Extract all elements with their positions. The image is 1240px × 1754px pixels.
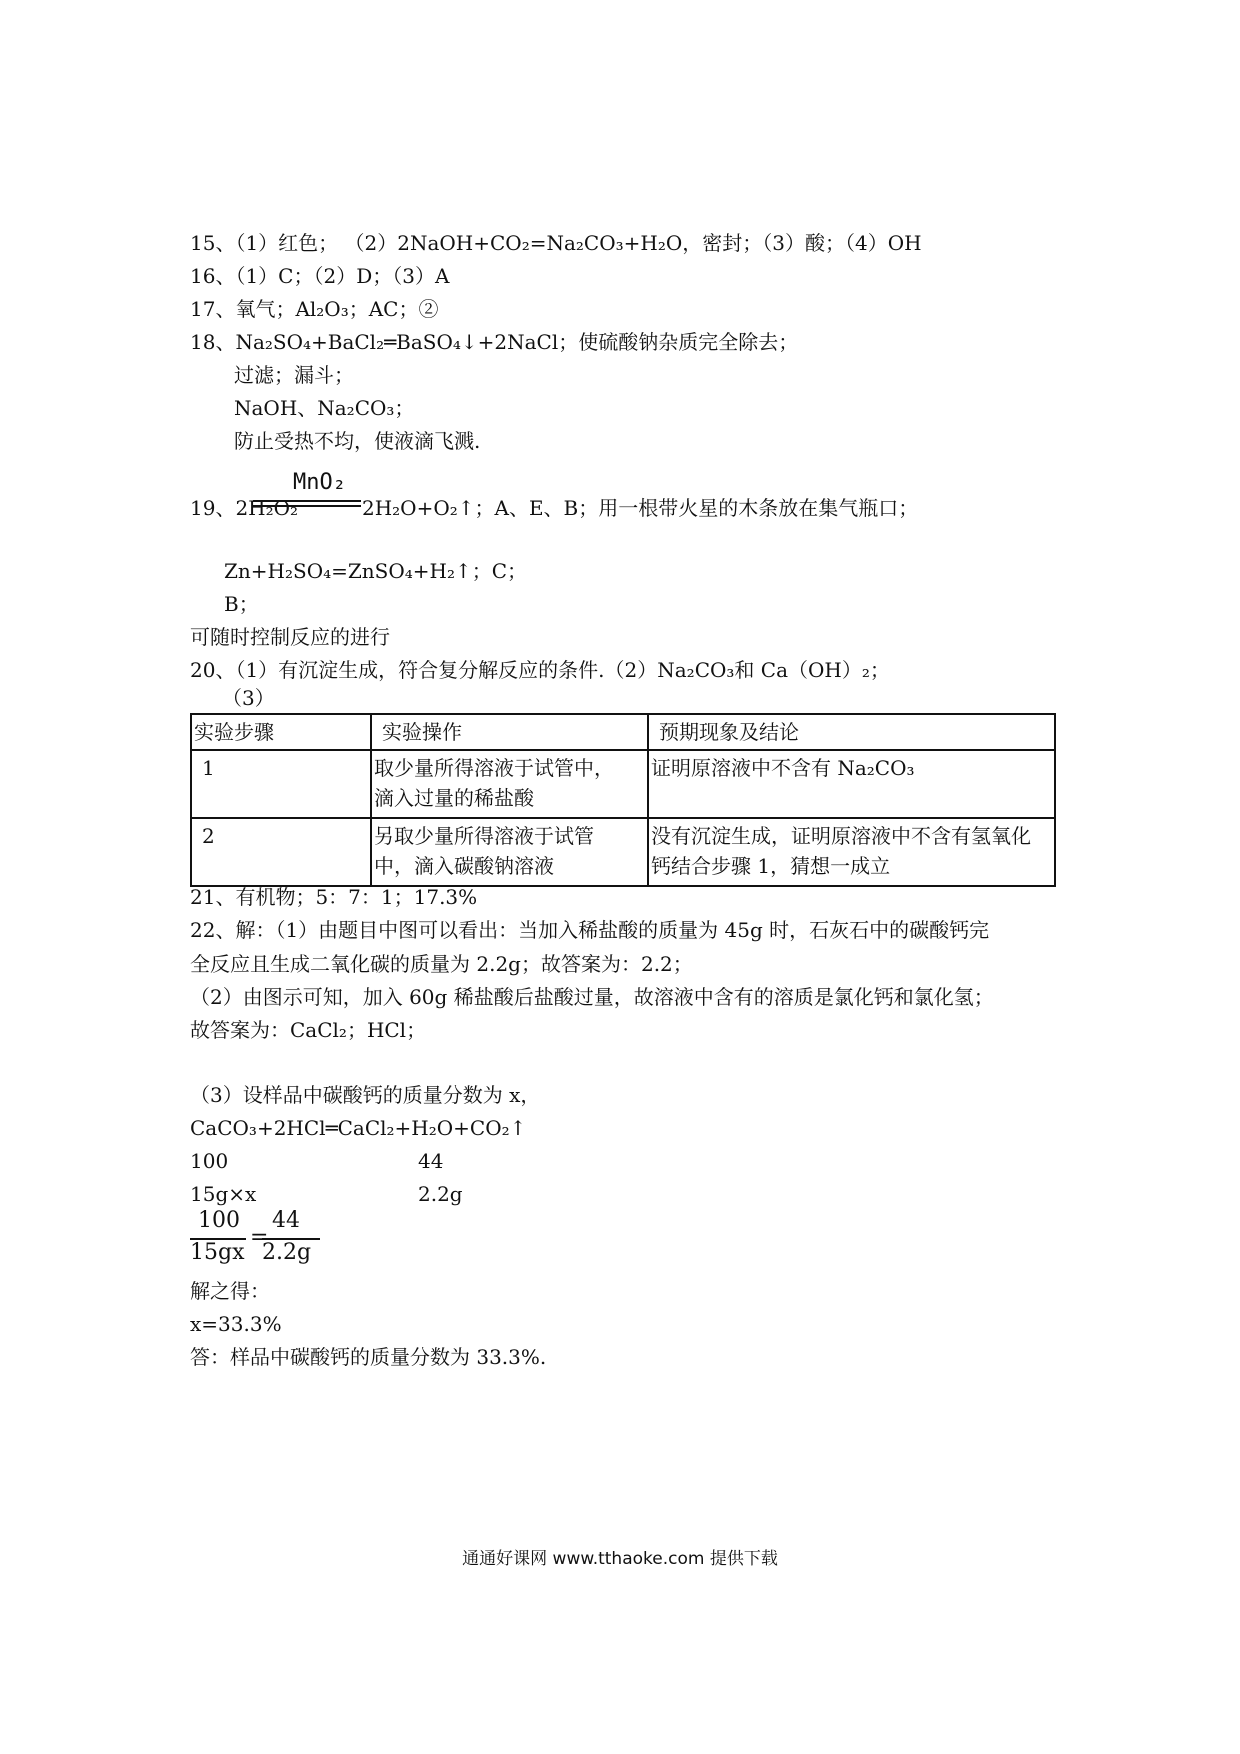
- table-row: [191, 818, 1055, 886]
- q20-line-2: （3）: [222, 686, 275, 710]
- q22-answer: 答：样品中碳酸钙的质量分数为 33.3%.: [190, 1345, 547, 1369]
- table-cell-operation: [371, 818, 648, 886]
- catalyst-label: MnO₂: [293, 470, 346, 495]
- experiment-table: [190, 713, 1056, 887]
- table-header-operation: 实验操作: [371, 714, 648, 750]
- q22-line-2: 全反应且生成二氧化碳的质量为 2.2g；故答案为：2.2；: [190, 952, 693, 976]
- fraction-1-denominator: 15gx: [190, 1240, 245, 1265]
- q19-line-1a: 19、2H₂O₂: [190, 496, 299, 520]
- reaction-condition: [253, 470, 361, 510]
- q19-line-2: Zn+H₂SO₄=ZnSO₄+H₂↑；C；: [224, 559, 528, 583]
- table-cell-result: [648, 818, 1055, 886]
- q22-mass-ratio-b: 44: [418, 1149, 444, 1173]
- result-text-1: 没有沉淀生成，证明原溶液中不含有氢氧化: [651, 824, 1031, 848]
- fraction-equals: =: [250, 1225, 269, 1250]
- table-header-result: 预期现象及结论: [648, 714, 1055, 750]
- equation-double-line-top: [253, 500, 361, 502]
- table-cell-result: [648, 750, 1055, 818]
- proportion-fraction: [190, 1208, 320, 1268]
- table-header-step: 实验步骤: [191, 714, 371, 750]
- q22-mass-ratio-a: 100: [190, 1149, 229, 1173]
- fraction-2-numerator: 44: [272, 1208, 300, 1233]
- operation-text-1: 取少量所得溶液于试管中，: [374, 756, 614, 780]
- operation-text-2: 滴入过量的稀盐酸: [374, 786, 534, 810]
- table-row: [191, 750, 1055, 818]
- q22-mass-actual-b: 2.2g: [418, 1182, 463, 1206]
- q22-line-5: （3）设样品中碳酸钙的质量分数为 x，: [190, 1083, 541, 1107]
- result-text-1: 证明原溶液中不含有 Na₂CO₃: [651, 756, 915, 780]
- footer-source: 通通好课网 www.tthaoke.com 提供下载: [462, 1549, 778, 1569]
- q19-line-4: 可随时控制反应的进行: [190, 625, 390, 649]
- q18-line-2: 过滤；漏斗；: [234, 363, 354, 387]
- q20-line-1: 20、（1）有沉淀生成，符合复分解反应的条件.（2）Na₂CO₃和 Ca（OH）₂；: [190, 658, 890, 682]
- q22-mass-actual-a: 15g×x: [190, 1182, 257, 1206]
- q22-line-4: 故答案为：CaCl₂；HCl；: [190, 1018, 427, 1042]
- q19-line-1b: 2H₂O+O₂↑；A、E、B；用一根带火星的木条放在集气瓶口；: [362, 496, 919, 520]
- q22-solve-label: 解之得：: [190, 1279, 270, 1303]
- equation-double-line-bottom: [253, 505, 361, 507]
- q21-line: 21、有机物；5：7：1；17.3%: [190, 885, 478, 909]
- table-cell-operation: [371, 750, 648, 818]
- q18-line-4: 防止受热不均，使液滴飞溅.: [234, 429, 481, 453]
- q22-equation: CaCO₃+2HCl═CaCl₂+H₂O+CO₂↑: [190, 1116, 527, 1140]
- operation-text-2: 中，滴入碳酸钠溶液: [374, 854, 554, 878]
- q22-x-value: x=33.3%: [190, 1312, 282, 1336]
- operation-text-1: 另取少量所得溶液于试管: [374, 824, 594, 848]
- table-cell-step: 1: [191, 750, 371, 818]
- result-text-2: 钙结合步骤 1，猜想一成立: [651, 854, 891, 878]
- table-cell-step: 2: [191, 818, 371, 886]
- q15-line: 15、（1）红色； （2）2NaOH+CO₂=Na₂CO₃+H₂O，密封；（3）酸；（4）OH: [190, 231, 922, 255]
- q19-line-3: B；: [224, 592, 259, 616]
- q17-line: 17、氧气；Al₂O₃；AC；②: [190, 297, 439, 321]
- fraction-1-numerator: 100: [198, 1208, 240, 1233]
- table-header-row: [191, 714, 1055, 750]
- q22-line-1: 22、解：（1）由题目中图可以看出：当加入稀盐酸的质量为 45g 时，石灰石中的碳酸钙完: [190, 918, 990, 942]
- q18-line-3: NaOH、Na₂CO₃；: [234, 396, 415, 420]
- q16-line: 16、（1）C；（2）D；（3）A: [190, 264, 450, 288]
- fraction-2-denominator: 2.2g: [262, 1240, 312, 1265]
- q18-line-1: 18、Na₂SO₄+BaCl₂═BaSO₄↓+2NaCl；使硫酸钠杂质完全除去；: [190, 330, 799, 354]
- q22-line-3: （2）由图示可知，加入 60g 稀盐酸后盐酸过量，故溶液中含有的溶质是氯化钙和氯化氢；: [190, 985, 994, 1009]
